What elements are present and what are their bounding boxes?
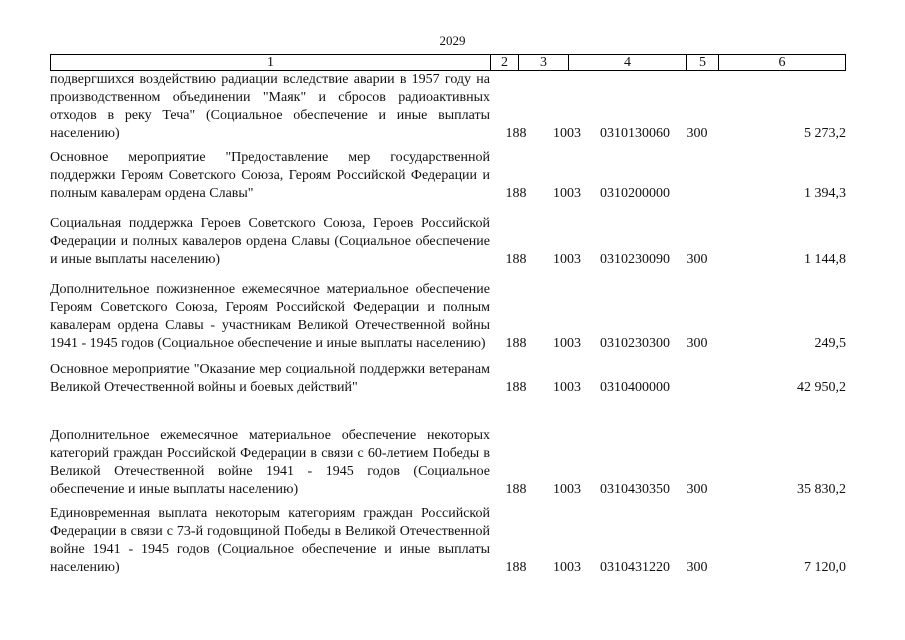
- header-col-3: 3: [519, 55, 569, 70]
- table-row: [50, 505, 846, 577]
- row-col-5: 300: [686, 336, 708, 351]
- row-col-3: 1003: [553, 186, 581, 201]
- row-col-5: 300: [686, 482, 708, 497]
- row-col-3: 1003: [553, 336, 581, 351]
- table-body: [50, 71, 846, 577]
- row-name: Основное мероприятие "Предоставление мер государственной поддержки Героям Советского Союза, Героям Российской Федерации и полным кавалерам ордена Славы": [50, 150, 490, 201]
- row-col-5: 300: [686, 126, 708, 141]
- row-col-3: 1003: [553, 380, 581, 395]
- header-col-1: 1: [51, 55, 491, 70]
- row-col-2: 188: [505, 560, 527, 575]
- row-col-2: 188: [505, 126, 527, 141]
- row-col-4: 0310130060: [600, 126, 670, 141]
- row-name: Социальная поддержка Героев Советского Союза, Героев Российской Федерации и полных кавалеров ордена Славы (Социальное обеспечение и иные выплаты населению): [50, 216, 490, 267]
- page-number: 2029: [439, 33, 466, 48]
- row-name: Единовременная выплата некоторым категориям граждан Российской Федерации в связи с 73-й годовщиной Победы в Великой Отечественной войне 1941 - 1945 годов (Социальное обеспечение и иные выплаты населению): [50, 506, 490, 575]
- row-col-6: 249,5: [814, 336, 846, 351]
- table-row: [50, 361, 846, 397]
- row-col-4: 0310400000: [600, 380, 670, 395]
- row-col-6: 1 144,8: [804, 252, 846, 267]
- table-header: [50, 54, 846, 71]
- row-col-3: 1003: [553, 560, 581, 575]
- row-col-2: 188: [505, 482, 527, 497]
- row-col-2: 188: [505, 336, 527, 351]
- table-row: [50, 215, 846, 269]
- row-col-2: 188: [505, 380, 527, 395]
- table-row: [50, 281, 846, 353]
- row-col-4: 0310431220: [600, 560, 670, 575]
- row-col-5: 300: [686, 560, 708, 575]
- row-col-2: 188: [505, 186, 527, 201]
- row-col-6: 5 273,2: [804, 126, 846, 141]
- row-name: подвергшихся воздействию радиации вследствие аварии в 1957 году на производственном объединении "Маяк" и сбросов радиоактивных отходов в реку Теча" (Социальное обеспечение и иные выплаты населению): [50, 72, 490, 141]
- row-col-4: 0310200000: [600, 186, 670, 201]
- row-col-3: 1003: [553, 482, 581, 497]
- row-name: Дополнительное ежемесячное материальное обеспечение некоторых категорий граждан Российской Федерации в связи с 60-летием Победы в Великой Отечественной войне 1941 - 1945 годов (Социальное обеспечение и иные выплаты населению): [50, 428, 490, 497]
- row-col-6: 1 394,3: [804, 186, 846, 201]
- row-col-4: 0310230300: [600, 336, 670, 351]
- table-row: [50, 149, 846, 203]
- header-col-6: 6: [778, 55, 786, 70]
- row-col-4: 0310430350: [600, 482, 670, 497]
- table-row: [50, 71, 846, 143]
- row-col-3: 1003: [553, 252, 581, 267]
- row-col-3: 1003: [553, 126, 581, 141]
- row-col-5: 300: [686, 252, 708, 267]
- table-row: [50, 427, 846, 499]
- header-col-5: 5: [687, 55, 719, 70]
- row-col-4: 0310230090: [600, 252, 670, 267]
- row-col-6: 35 830,2: [797, 482, 846, 497]
- row-col-2: 188: [505, 252, 527, 267]
- header-col-4: 4: [569, 55, 687, 70]
- row-col-6: 42 950,2: [797, 380, 846, 395]
- row-col-6: 7 120,0: [804, 560, 846, 575]
- row-name: Дополнительное пожизненное ежемесячное материальное обеспечение Героям Советского Союза, Героям Российской Федерации и полным кавалерам ордена Славы - участникам Великой Отечественной войны 1941 - 1945 годов (Социальное обеспечение и иные выплаты населению): [50, 282, 490, 351]
- header-col-2: 2: [491, 55, 519, 70]
- row-name: Основное мероприятие "Оказание мер социальной поддержки ветеранам Великой Отечественной войны и боевых действий": [50, 362, 490, 395]
